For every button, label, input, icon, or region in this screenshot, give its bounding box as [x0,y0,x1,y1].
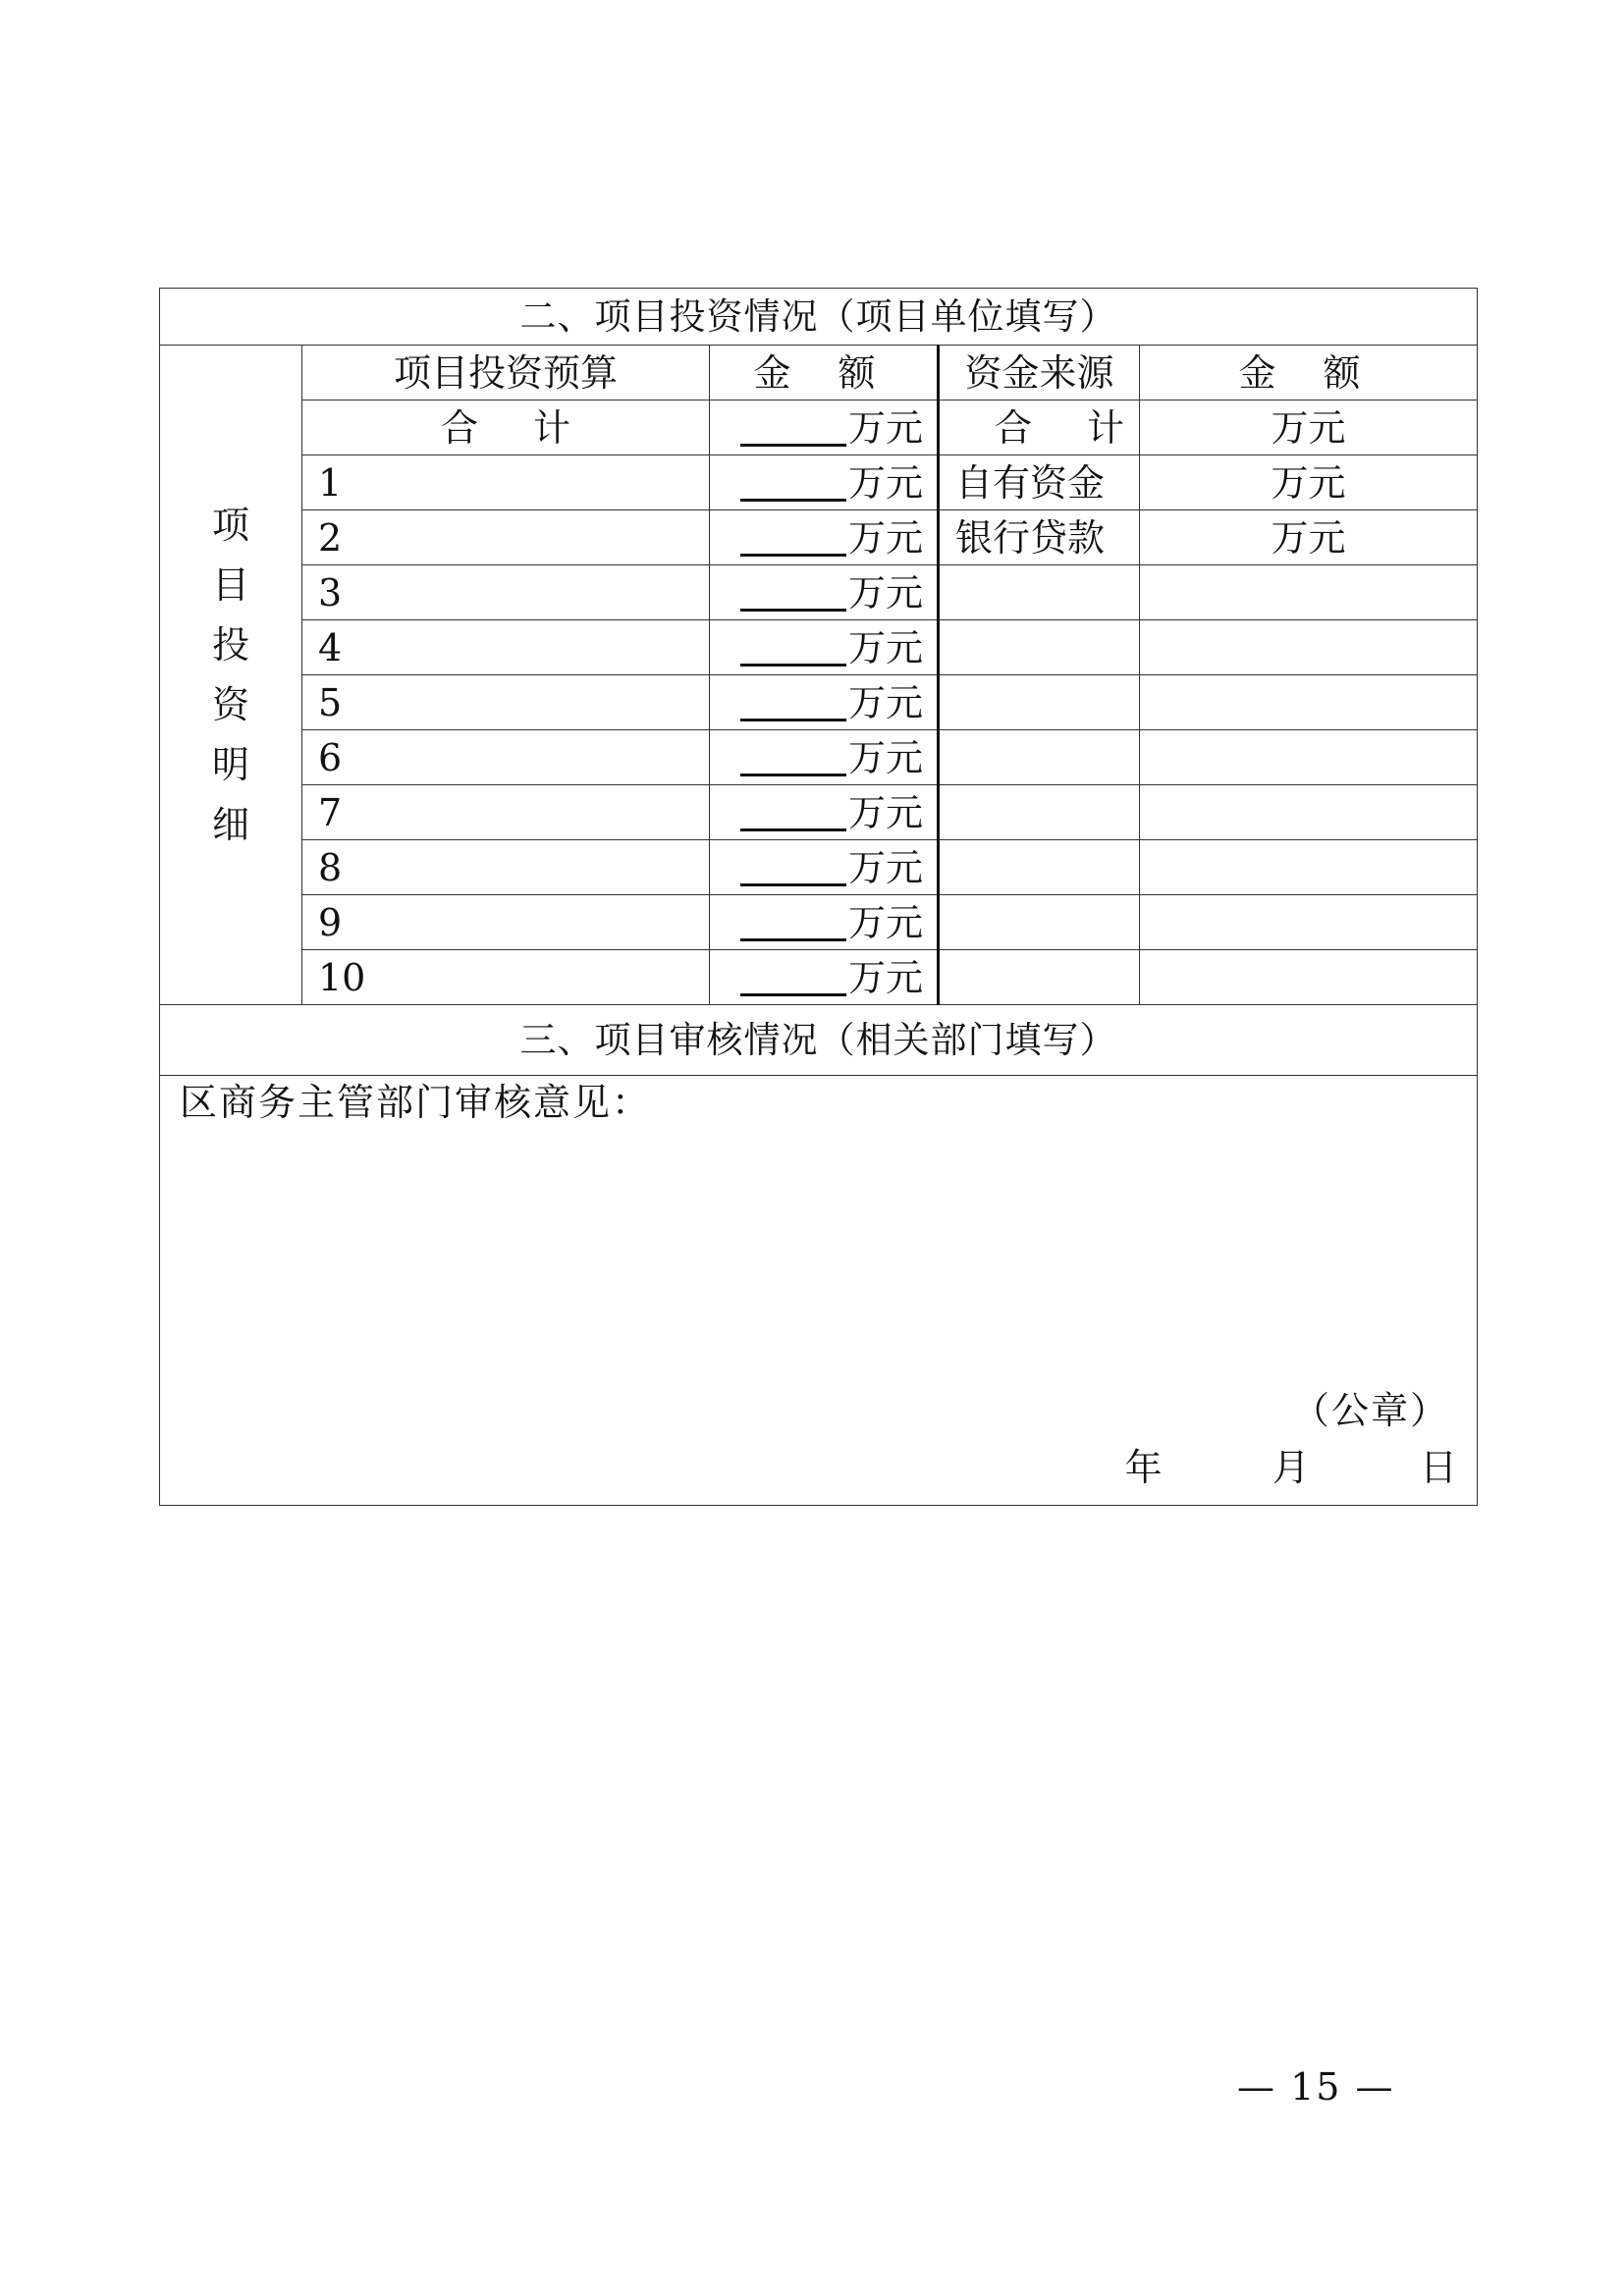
date-year: 年 [1124,1446,1163,1489]
budget-amount-5[interactable]: 万元 [710,675,939,730]
row-label-investment-detail: 项目投资明细 [160,346,302,1005]
date-month: 月 [1272,1446,1310,1489]
source-amount-empty-cell[interactable] [1140,840,1478,895]
source-empty-cell[interactable] [939,950,1140,1005]
review-opinion-label: 区商务主管部门审核意见： [180,1081,652,1124]
budget-amount-7[interactable]: 万元 [710,785,939,840]
total-amount-field[interactable]: 万元 [710,400,939,455]
investment-form-table [159,288,1478,1506]
budget-row [160,455,1478,510]
budget-amount-2[interactable]: 万元 [710,510,939,565]
source-empty-cell[interactable] [939,565,1140,620]
section2-title: 二、项目投资情况（项目单位填写） [160,289,1478,346]
source-amount-empty-cell[interactable] [1140,565,1478,620]
budget-amount-9[interactable]: 万元 [710,895,939,950]
budget-amount-6[interactable]: 万元 [710,730,939,785]
section2-title-row [160,289,1478,346]
budget-row [160,950,1478,1005]
budget-row [160,620,1478,675]
budget-amount-1[interactable]: 万元 [710,455,939,510]
source-bank-loan-label: 银行贷款 [939,510,1140,565]
budget-row [160,895,1478,950]
source-empty-cell[interactable] [939,895,1140,950]
budget-item-6[interactable]: 6 [302,730,710,785]
budget-item-2[interactable]: 2 [302,510,710,565]
date-day: 日 [1420,1446,1458,1489]
total-label: 合计 [302,400,710,455]
budget-item-3[interactable]: 3 [302,565,710,620]
source-empty-cell[interactable] [939,840,1140,895]
header-fund-source: 资金来源 [939,346,1140,400]
header-row [160,346,1478,400]
source-empty-cell[interactable] [939,785,1140,840]
source-own-funds-label: 自有资金 [939,455,1140,510]
section3-title: 三、项目审核情况（相关部门填写） [160,1005,1478,1076]
budget-item-8[interactable]: 8 [302,840,710,895]
budget-item-5[interactable]: 5 [302,675,710,730]
section3-title-row [160,1005,1478,1076]
budget-amount-4[interactable]: 万元 [710,620,939,675]
budget-row [160,785,1478,840]
source-total-amount-field[interactable]: 万元 [1140,400,1478,455]
budget-row [160,675,1478,730]
budget-item-10[interactable]: 10 [302,950,710,1005]
header-source-amount: 金 额 [1140,346,1478,400]
source-amount-empty-cell[interactable] [1140,675,1478,730]
budget-row [160,840,1478,895]
source-amount-empty-cell[interactable] [1140,895,1478,950]
header-budget: 项目投资预算 [302,346,710,400]
total-row [160,400,1478,455]
review-row [160,1076,1478,1506]
header-amount: 金 额 [710,346,939,400]
source-amount-empty-cell[interactable] [1140,730,1478,785]
review-opinion-area[interactable] [160,1076,1478,1506]
budget-item-7[interactable]: 7 [302,785,710,840]
budget-amount-3[interactable]: 万元 [710,565,939,620]
budget-item-4[interactable]: 4 [302,620,710,675]
budget-amount-8[interactable]: 万元 [710,840,939,895]
date-line [1124,1446,1458,1489]
source-amount-empty-cell[interactable] [1140,950,1478,1005]
source-empty-cell[interactable] [939,730,1140,785]
budget-item-1[interactable]: 1 [302,455,710,510]
source-bank-loan-amount[interactable]: 万元 [1140,510,1478,565]
source-empty-cell[interactable] [939,675,1140,730]
budget-row [160,730,1478,785]
source-empty-cell[interactable] [939,620,1140,675]
source-amount-empty-cell[interactable] [1140,620,1478,675]
budget-item-9[interactable]: 9 [302,895,710,950]
budget-row [160,510,1478,565]
source-total-label: 合计 [939,400,1140,455]
budget-amount-10[interactable]: 万元 [710,950,939,1005]
official-seal-label: （公章） [1292,1389,1450,1432]
source-own-funds-amount[interactable]: 万元 [1140,455,1478,510]
page-number: — 15 — [1237,2065,1395,2109]
source-amount-empty-cell[interactable] [1140,785,1478,840]
budget-row [160,565,1478,620]
